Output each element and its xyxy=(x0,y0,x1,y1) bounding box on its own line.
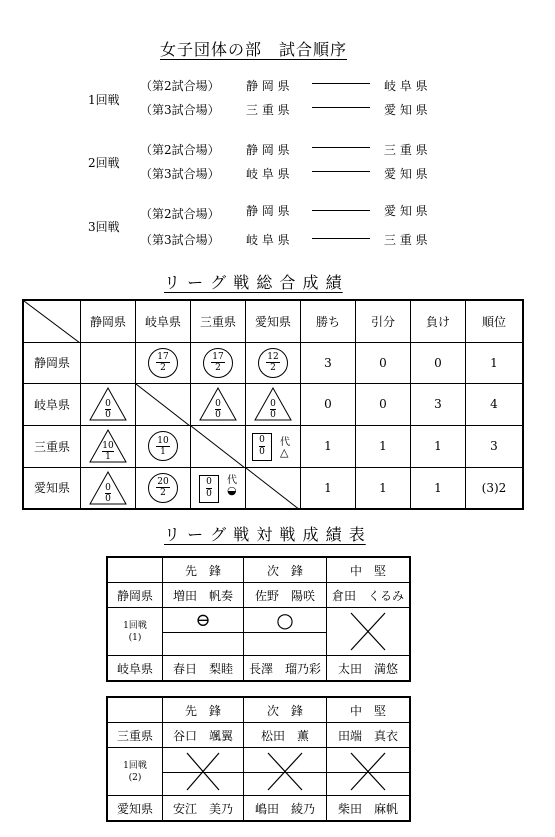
wins: 0 xyxy=(301,383,356,425)
league-title: リ ー グ 戦 総 合 成 績 xyxy=(164,273,343,292)
matchups-title: リ ー グ 戦 対 戦 成 績 表 xyxy=(164,525,366,544)
position-header: 先 鋒 xyxy=(163,697,244,723)
win-circle-icon: 17 2 xyxy=(148,348,178,378)
result-cell xyxy=(246,342,301,383)
result-cell xyxy=(81,467,136,509)
team-home: 岐 阜 県 xyxy=(246,167,290,181)
schedule-title: 女子団体の部 試合順序 xyxy=(160,40,348,59)
player-name: 長澤 瑠乃彩 xyxy=(244,656,327,682)
result-cell xyxy=(136,425,191,467)
rank: 3 xyxy=(466,425,524,467)
result-cell xyxy=(191,342,246,383)
header-cell: 愛知県 xyxy=(246,300,301,342)
team-away: 三 重 県 xyxy=(384,143,428,157)
diagonal-line xyxy=(191,426,245,468)
result-cell xyxy=(246,425,301,467)
wins: 3 xyxy=(301,342,356,383)
draws: 0 xyxy=(356,383,411,425)
header-cell: 勝ち xyxy=(301,300,356,342)
draw-box: 0 0 xyxy=(252,433,272,461)
draws: 1 xyxy=(356,425,411,467)
result-cell xyxy=(191,467,246,509)
representative-note: 代 xyxy=(227,474,237,486)
venue: （第2試合場） xyxy=(140,207,220,221)
self-cell xyxy=(246,467,301,509)
bout-result xyxy=(163,608,244,656)
cross-icon xyxy=(327,608,409,656)
corner-cell xyxy=(23,300,81,342)
loss-triangle-icon: 0 0 xyxy=(199,387,237,421)
wins: 1 xyxy=(301,425,356,467)
round-cell: 1回戦 (2) xyxy=(107,748,163,796)
position-header: 先 鋒 xyxy=(163,557,244,583)
header-cell: 引分 xyxy=(356,300,411,342)
diagonal-line xyxy=(246,468,300,510)
win-circle-icon: 17 2 xyxy=(203,348,233,378)
league-row xyxy=(23,467,523,509)
matchup-table-1 xyxy=(106,556,411,682)
team-away: 愛 知 県 xyxy=(384,167,428,181)
header-cell: 岐阜県 xyxy=(136,300,191,342)
versus-line xyxy=(312,83,370,84)
player-name: 春日 梨睦 xyxy=(163,656,244,682)
team-cell: 三重県 xyxy=(23,425,81,467)
position-header: 次 鋒 xyxy=(244,557,327,583)
round-label: 3回戦 xyxy=(88,220,120,234)
round-label: 1回戦 xyxy=(88,93,120,107)
player-name: 柴田 麻帆 xyxy=(327,796,411,822)
team-away: 岐 阜 県 xyxy=(384,79,428,93)
league-row xyxy=(23,425,523,467)
venue: （第2試合場） xyxy=(140,143,220,157)
losses: 1 xyxy=(411,467,466,509)
team2-row xyxy=(107,796,410,822)
venue: （第2試合場） xyxy=(140,79,220,93)
team-home: 三 重 県 xyxy=(246,103,290,117)
team-away: 愛 知 県 xyxy=(384,103,428,117)
rank: 4 xyxy=(466,383,524,425)
rank: 1 xyxy=(466,342,524,383)
result-cell xyxy=(81,383,136,425)
team-home: 静 岡 県 xyxy=(246,79,290,93)
self-cell xyxy=(136,383,191,425)
self-cell xyxy=(81,342,136,383)
team-home: 岐 阜 県 xyxy=(246,233,290,247)
team-name: 三重県 xyxy=(107,723,163,748)
result-row xyxy=(107,608,410,656)
ippon-win-icon: ⊖ xyxy=(195,610,211,631)
positions-row xyxy=(107,557,410,583)
diagonal-line xyxy=(136,384,190,426)
losses: 0 xyxy=(411,342,466,383)
loss-triangle-icon: 10 1 xyxy=(89,429,127,463)
player-name: 倉田 くるみ xyxy=(327,583,411,608)
versus-line xyxy=(312,107,370,108)
player-name: 松田 薫 xyxy=(244,723,327,748)
bout-result xyxy=(327,748,411,796)
win-circle-icon: 20 2 xyxy=(148,473,178,503)
bout-result xyxy=(244,748,327,796)
rank: (3)2 xyxy=(466,467,524,509)
round-label: 2回戦 xyxy=(88,156,120,170)
player-name: 太田 満悠 xyxy=(327,656,411,682)
player-name: 谷口 颯翼 xyxy=(163,723,244,748)
cross-icon xyxy=(163,748,243,796)
cross-icon xyxy=(327,748,409,796)
league-header-row xyxy=(23,300,523,342)
team-home: 静 岡 県 xyxy=(246,143,290,157)
team-name: 静岡県 xyxy=(107,583,163,608)
win-circle-icon: 12 2 xyxy=(258,348,288,378)
self-cell xyxy=(191,425,246,467)
result-row xyxy=(107,748,410,796)
representative-win-icon: ◒ xyxy=(227,483,237,497)
blank-cell xyxy=(107,697,163,723)
team2-row xyxy=(107,656,410,682)
versus-line xyxy=(312,238,370,239)
draws: 1 xyxy=(356,467,411,509)
header-cell: 三重県 xyxy=(191,300,246,342)
result-cell xyxy=(246,383,301,425)
win-circle-icon: 10 1 xyxy=(148,431,178,461)
header-cell: 負け xyxy=(411,300,466,342)
league-table xyxy=(22,299,524,510)
header-cell: 順位 xyxy=(466,300,524,342)
league-row xyxy=(23,342,523,383)
bout-result xyxy=(163,748,244,796)
team-cell: 静岡県 xyxy=(23,342,81,383)
win-circle-icon: ○ xyxy=(276,608,294,632)
positions-row xyxy=(107,697,410,723)
round-cell: 1回戦 (1) xyxy=(107,608,163,656)
losses: 3 xyxy=(411,383,466,425)
team-cell: 岐阜県 xyxy=(23,383,81,425)
bout-result xyxy=(244,608,327,656)
venue: （第3試合場） xyxy=(140,103,220,117)
draws: 0 xyxy=(356,342,411,383)
versus-line xyxy=(312,210,370,211)
result-cell xyxy=(136,342,191,383)
player-name: 増田 帆奏 xyxy=(163,583,244,608)
venue: （第3試合場） xyxy=(140,167,220,181)
team-name: 岐阜県 xyxy=(107,656,163,682)
team1-row xyxy=(107,723,410,748)
team-cell: 愛知県 xyxy=(23,467,81,509)
position-header: 中 堅 xyxy=(327,557,411,583)
loss-triangle-icon: 0 0 xyxy=(254,387,292,421)
venue: （第3試合場） xyxy=(140,233,220,247)
loss-triangle-icon: 0 0 xyxy=(89,471,127,505)
draw-triangle-icon: △ xyxy=(280,445,289,459)
result-cell xyxy=(81,425,136,467)
representative-note: 代 xyxy=(280,436,290,448)
losses: 1 xyxy=(411,425,466,467)
team-home: 静 岡 県 xyxy=(246,204,290,218)
header-cell: 静岡県 xyxy=(81,300,136,342)
position-header: 次 鋒 xyxy=(244,697,327,723)
matchup-table-2 xyxy=(106,696,411,822)
player-name: 嶋田 綾乃 xyxy=(244,796,327,822)
draw-box: 0 0 xyxy=(199,475,219,503)
result-cell xyxy=(136,467,191,509)
bout-result xyxy=(327,608,411,656)
player-name: 安江 美乃 xyxy=(163,796,244,822)
diagonal-line xyxy=(24,301,80,343)
blank-cell xyxy=(107,557,163,583)
player-name: 佐野 陽咲 xyxy=(244,583,327,608)
team1-row xyxy=(107,583,410,608)
team-name: 愛知県 xyxy=(107,796,163,822)
league-row xyxy=(23,383,523,425)
team-away: 三 重 県 xyxy=(384,233,428,247)
versus-line xyxy=(312,147,370,148)
cross-icon xyxy=(244,748,326,796)
position-header: 中 堅 xyxy=(327,697,411,723)
wins: 1 xyxy=(301,467,356,509)
team-away: 愛 知 県 xyxy=(384,204,428,218)
player-name: 田端 真衣 xyxy=(327,723,411,748)
loss-triangle-icon: 0 0 xyxy=(89,387,127,421)
result-cell xyxy=(191,383,246,425)
versus-line xyxy=(312,171,370,172)
